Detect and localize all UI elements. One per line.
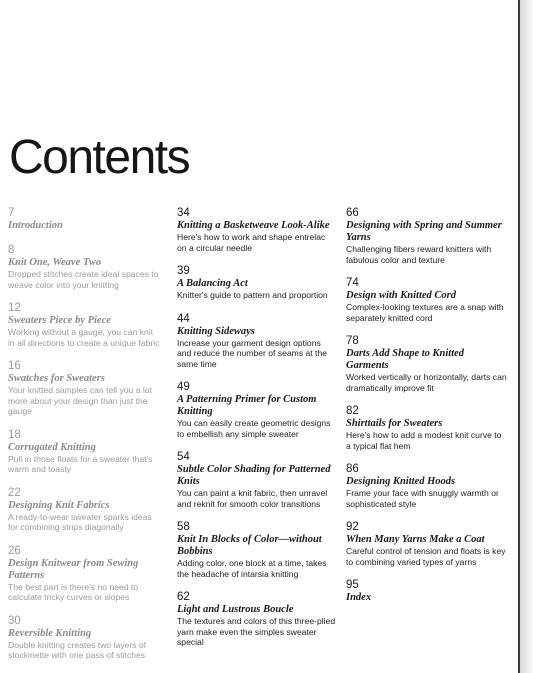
toc-entry-description: Adding color, one block at a time, takes the headache of intarsia knitting bbox=[177, 558, 327, 579]
toc-entry bbox=[177, 591, 337, 648]
toc-entry bbox=[8, 615, 160, 661]
toc-entry-title: Sweaters Piece by Piece bbox=[8, 315, 111, 326]
toc-column-1 bbox=[8, 207, 160, 673]
toc-entry-description: Complex-looking textures are a snap with separately knitted cord bbox=[346, 302, 504, 323]
toc-page-number: 12 bbox=[8, 302, 21, 314]
toc-entry-title: Shirttails for Sweaters bbox=[346, 418, 443, 429]
page-edge bbox=[518, 0, 520, 673]
toc-page-number: 92 bbox=[346, 521, 359, 533]
toc-page-number: 95 bbox=[346, 579, 359, 591]
toc-column-3 bbox=[346, 207, 508, 616]
toc-entry-title: Knitting Sideways bbox=[177, 325, 255, 337]
toc-entry bbox=[346, 579, 508, 604]
page-title: Contents bbox=[9, 131, 190, 184]
toc-entry bbox=[8, 302, 160, 348]
toc-page-number: 39 bbox=[177, 265, 190, 277]
toc-entry bbox=[346, 277, 508, 323]
toc-entry-description: Pull in those floats for a sweater that's warm and toasty bbox=[8, 453, 153, 474]
toc-entry-description: Your knitted samples can tell you a lot more about your design than just the gauge bbox=[8, 385, 152, 416]
toc-entry-title: Index bbox=[346, 592, 372, 603]
toc-entry bbox=[177, 265, 337, 301]
toc-entry bbox=[177, 313, 337, 370]
toc-entry-description: Challenging fibers reward knitters with fabulous color and texture bbox=[346, 244, 492, 265]
toc-entry bbox=[346, 463, 508, 509]
toc-entry-title: Designing with Spring and Summer Yarns bbox=[346, 220, 502, 243]
toc-entry-description: You can easily create geometric designs to embellish any simple sweater bbox=[177, 418, 331, 439]
toc-entry-title: Swatches for Sweaters bbox=[8, 373, 105, 384]
toc-entry-description: The textures and colors of this three-plied yarn make even the simples sweater special bbox=[177, 616, 336, 647]
page-edge-shadow bbox=[520, 0, 533, 673]
toc-entry-title: Light and Lustrous Boucle bbox=[177, 604, 294, 615]
toc-entry-title: Reversible Knitting bbox=[8, 627, 92, 639]
toc-page-number: 54 bbox=[177, 451, 190, 463]
toc-entry-description: A ready-to-wear sweater sparks ideas for combining strips diagonally bbox=[8, 511, 152, 532]
toc-entry bbox=[8, 429, 160, 475]
toc-entry-title: Knitting a Basketweave Look-Alike bbox=[177, 220, 330, 231]
toc-entry-description: Double knitting creates two layers of stockinette with one pass of stitches bbox=[8, 639, 147, 660]
toc-page-number: 58 bbox=[177, 521, 190, 533]
toc-entry-title: Corrugated Knitting bbox=[8, 441, 96, 453]
toc-entry-title: Subtle Color Shading for Patterned Knits bbox=[177, 464, 331, 487]
toc-page-number: 34 bbox=[177, 207, 190, 219]
toc-entry-title: Knit In Blocks of Color—without Bobbins bbox=[177, 534, 322, 557]
toc-entry-title: Design Knitwear from Sewing Patterns bbox=[8, 557, 139, 581]
toc-entry-title: Introduction bbox=[8, 220, 63, 231]
toc-page-number: 16 bbox=[8, 360, 21, 372]
toc-page-number: 49 bbox=[177, 381, 190, 393]
toc-entry-title: When Many Yarns Make a Coat bbox=[346, 534, 485, 545]
toc-page-number: 8 bbox=[8, 244, 15, 256]
toc-column-2 bbox=[177, 207, 337, 660]
toc-entry-title: Designing Knit Fabrics bbox=[8, 499, 110, 511]
toc-page-number: 30 bbox=[8, 614, 21, 627]
toc-page-number: 82 bbox=[346, 405, 359, 417]
toc-entry-title: Designing Knitted Hoods bbox=[346, 476, 456, 487]
toc-entry bbox=[8, 487, 160, 533]
toc-entry bbox=[8, 244, 160, 290]
toc-entry-description: Increase your garment design options and reduce the number of seams at the same time bbox=[177, 337, 328, 369]
toc-page-number: 86 bbox=[346, 463, 359, 475]
toc-entry-title: Design with Knitted Cord bbox=[346, 290, 456, 301]
toc-entry bbox=[346, 207, 508, 265]
toc-entry-title: Darts Add Shape to Knitted Garments bbox=[346, 348, 465, 371]
toc-page-number: 18 bbox=[8, 428, 21, 441]
toc-page-number: 66 bbox=[346, 207, 359, 219]
toc-page-number: 74 bbox=[346, 277, 359, 289]
toc-entry-description: Frame your face with snuggly warmth or sophisticated style bbox=[346, 488, 499, 509]
toc-entry-description: Working without a gauge, you can knit in all directions to create a unique fabric bbox=[8, 327, 160, 348]
toc-entry-description: Here's how to add a modest knit curve to a typical flat hem bbox=[346, 430, 502, 451]
toc-entry-description: You can paint a knit fabric, then unravel and reknit for smooth color transitions bbox=[177, 488, 328, 509]
toc-entry bbox=[346, 405, 508, 451]
toc-entry-description: The best part is there's no need to calculate tricky curves or slopes bbox=[8, 581, 139, 602]
toc-entry bbox=[177, 451, 337, 509]
toc-entry bbox=[8, 545, 160, 603]
toc-entry-description: Worked vertically or horizontally, darts can dramatically improve fit bbox=[346, 372, 507, 393]
toc-page-number: 26 bbox=[8, 544, 21, 557]
toc-entry-title: A Patterning Primer for Custom Knitting bbox=[177, 394, 317, 417]
toc-entry bbox=[177, 207, 337, 253]
toc-page-number: 62 bbox=[177, 591, 190, 603]
toc-entry bbox=[346, 521, 508, 567]
toc-entry bbox=[346, 335, 508, 393]
toc-entry-title: A Balancing Act bbox=[177, 278, 248, 289]
toc-entry bbox=[177, 521, 337, 579]
toc-page-number: 44 bbox=[177, 312, 190, 325]
toc-entry bbox=[177, 381, 337, 439]
toc-entry-description: Careful control of tension and floats is key to combining varied types of yarns bbox=[346, 546, 506, 567]
toc-entry-description: Dropped stitches create ideal spaces to weave color into your knitting bbox=[8, 269, 159, 290]
toc-page-number: 78 bbox=[346, 335, 359, 347]
toc-entry-description: Knitter's guide to pattern and proportion bbox=[177, 290, 328, 300]
toc-page-number: 7 bbox=[8, 207, 15, 219]
toc-entry-title: Knit One, Weave Two bbox=[8, 257, 102, 268]
toc-entry bbox=[8, 360, 160, 417]
toc-entry-description: Here's how to work and shape entrelac on a circular needle bbox=[177, 232, 326, 253]
toc-entry bbox=[8, 207, 160, 232]
toc-page-number: 22 bbox=[8, 486, 21, 499]
